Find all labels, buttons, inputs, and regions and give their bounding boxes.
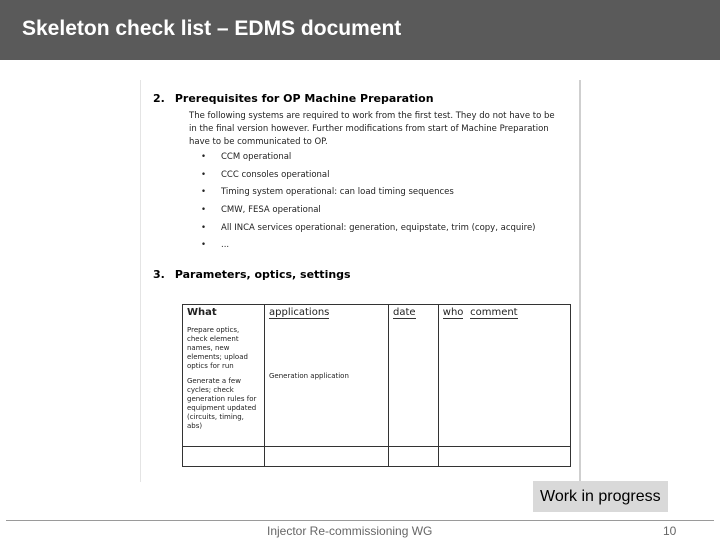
- header-what: What: [187, 307, 217, 318]
- header-comment: comment: [470, 307, 518, 318]
- bullet-marker: •: [201, 169, 207, 180]
- header-who: who: [442, 307, 464, 318]
- list-item-text: CMW, FESA operational: [221, 205, 321, 216]
- document-screenshot: [140, 80, 581, 482]
- intro-line-2: in the final version however. Further modifications from start of Machine Preparation: [189, 124, 549, 134]
- table-cell-empty: [265, 447, 389, 467]
- row-2-what: Generate a few cycles; check generation rules for equipment updated (circuits, timing, abs): [187, 377, 257, 430]
- table-cell-date: [389, 305, 439, 447]
- section-2-title: Prerequisites for OP Machine Preparation: [174, 92, 434, 105]
- intro-line-1: The following systems are required to work from the first test. They do not have to be: [189, 111, 555, 121]
- section-2-heading: [153, 92, 434, 105]
- list-item-text: CCC consoles operational: [221, 169, 330, 180]
- section-2-number: 2.: [153, 92, 165, 105]
- row-1-what: Prepare optics, check element names, new elements; upload optics for run: [187, 326, 248, 370]
- section-3-number: 3.: [153, 268, 165, 281]
- table-cell-what: [183, 305, 265, 447]
- checklist-table: [182, 304, 571, 467]
- header-date: date: [393, 307, 416, 318]
- bullet-marker: •: [201, 240, 207, 251]
- table-cell-applications: [265, 305, 389, 447]
- row-2-applications: Generation application: [269, 372, 349, 380]
- table-cell-who-comment: [438, 305, 570, 447]
- header-applications: applications: [269, 307, 330, 318]
- table-row: [183, 305, 571, 447]
- intro-line-3: have to be communicated to OP.: [189, 137, 328, 147]
- bullet-marker: •: [201, 152, 207, 162]
- list-item-text: Timing system operational: can load timing sequences: [221, 187, 454, 198]
- bullet-marker: •: [201, 187, 207, 198]
- list-item-text: CCM operational: [221, 152, 292, 162]
- title-bar: [0, 0, 720, 60]
- table-row: [183, 447, 571, 467]
- bullet-marker: •: [201, 205, 207, 216]
- table-cell-empty: [438, 447, 570, 467]
- footer-divider: [6, 520, 714, 521]
- list-item-text: ...: [221, 240, 230, 251]
- table-cell-empty: [389, 447, 439, 467]
- list-item-text: All INCA services operational: generation, equipstate, trim (copy, acquire): [221, 222, 536, 233]
- bullet-marker: •: [201, 222, 207, 233]
- page-number: 10: [663, 524, 677, 538]
- status-badge: Work in progress: [533, 481, 668, 512]
- section-3-heading: [153, 268, 351, 281]
- table-cell-empty: [183, 447, 265, 467]
- section-3-title: Parameters, optics, settings: [174, 268, 351, 281]
- slide-title: Skeleton check list – EDMS document: [22, 17, 402, 40]
- footer-text: Injector Re-commissioning WG: [267, 524, 433, 538]
- section-2-intro: [189, 110, 569, 149]
